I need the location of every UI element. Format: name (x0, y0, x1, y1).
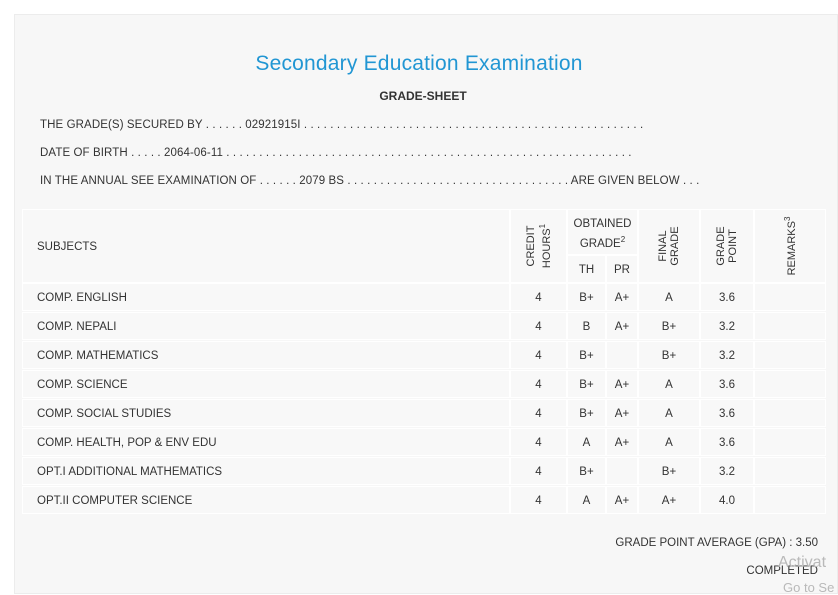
credit-cell: 4 (510, 428, 567, 456)
header-subjects (22, 209, 510, 283)
subject-cell: COMP. HEALTH, POP & ENV EDU (22, 428, 510, 456)
header-final-grade (638, 209, 700, 283)
final-grade-cell: A (638, 370, 700, 398)
obtained-line1: OBTAINED (573, 218, 632, 230)
point-line2: POINT (727, 229, 739, 263)
credit-cell: 4 (510, 486, 567, 514)
result-status: COMPLETED (746, 565, 818, 577)
table-row (22, 486, 826, 514)
pr-cell (606, 457, 638, 485)
table-row (22, 428, 826, 456)
secured-by-line: THE GRADE(S) SECURED BY . . . . . . 02921915I . . . . . . . . . . . . . . . . . . . . . . . . . . . . . . . . . . . . . . . . . . . . . . . . . . . . (40, 119, 644, 131)
remarks-cell (754, 312, 826, 340)
remarks-cell (754, 370, 826, 398)
table-row (22, 457, 826, 485)
examination-line: IN THE ANNUAL SEE EXAMINATION OF . . . . . . 2079 BS . . . . . . . . . . . . . . . . . . . . . . . . . . . . . . . . . . ARE GIVEN BELOW . . . (40, 175, 700, 187)
activation-watermark-subtext: Go to Se (783, 580, 835, 595)
subject-cell: COMP. ENGLISH (22, 283, 510, 311)
header-grade-point-label (715, 226, 739, 265)
final-grade-cell: A (638, 283, 700, 311)
final-grade-cell: A (638, 399, 700, 427)
subject-cell: COMP. NEPALI (22, 312, 510, 340)
gpa-summary: GRADE POINT AVERAGE (GPA) : 3.50 (615, 537, 818, 549)
remarks-cell (754, 428, 826, 456)
subject-cell: OPT.I ADDITIONAL MATHEMATICS (22, 457, 510, 485)
remarks-cell (754, 283, 826, 311)
th-cell: B+ (567, 399, 606, 427)
th-cell: B+ (567, 341, 606, 369)
table-row (22, 312, 826, 340)
credit-sup: 1 (537, 223, 547, 229)
credit-line1: CREDIT (524, 225, 537, 267)
remarks-cell (754, 486, 826, 514)
pr-cell: A+ (606, 428, 638, 456)
grade-point-cell: 3.6 (700, 370, 754, 398)
remarks-cell (754, 341, 826, 369)
subject-cell: OPT.II COMPUTER SCIENCE (22, 486, 510, 514)
final-line2: GRADE (669, 226, 681, 266)
pr-cell: A+ (606, 283, 638, 311)
credit-cell: 4 (510, 283, 567, 311)
date-of-birth-line: DATE OF BIRTH . . . . . 2064-06-11 . . . . . . . . . . . . . . . . . . . . . . . . . . . . . . . . . . . . . . . . . . . . . . . . . . . . . . . . . . . . . . (40, 147, 632, 159)
subject-cell: COMP. SOCIAL STUDIES (22, 399, 510, 427)
credit-cell: 4 (510, 312, 567, 340)
table-row (22, 341, 826, 369)
subject-cell: COMP. SCIENCE (22, 370, 510, 398)
remarks-text: REMARKS (785, 221, 798, 276)
grade-sheet-heading: GRADE-SHEET (379, 89, 467, 103)
activation-watermark: Activat (778, 554, 827, 571)
header-remarks (754, 209, 826, 283)
remarks-sup: 3 (783, 216, 793, 222)
subject-cell: COMP. MATHEMATICS (22, 341, 510, 369)
table-row (22, 399, 826, 427)
final-line1: FINAL (657, 230, 669, 262)
th-cell: B+ (567, 457, 606, 485)
pr-cell (606, 341, 638, 369)
th-cell: B (567, 312, 606, 340)
pr-cell: A+ (606, 312, 638, 340)
header-remarks-label (782, 217, 798, 276)
credit-cell: 4 (510, 399, 567, 427)
final-grade-cell: B+ (638, 341, 700, 369)
final-grade-cell: A (638, 428, 700, 456)
obtained-line2: GRADE (579, 237, 621, 250)
pr-cell: A+ (606, 486, 638, 514)
header-subjects-label: SUBJECTS (37, 241, 98, 253)
point-line1: GRADE (715, 226, 727, 266)
exam-title: Secondary Education Examination (255, 52, 583, 75)
th-cell: B+ (567, 283, 606, 311)
th-cell: A (567, 486, 606, 514)
grade-point-cell: 3.6 (700, 428, 754, 456)
header-credit-hours-label (525, 224, 553, 268)
header-obtained-grade (567, 209, 638, 255)
header-grade-point (700, 209, 754, 283)
obtained-sup: 2 (620, 235, 626, 244)
final-grade-cell: B+ (638, 457, 700, 485)
remarks-cell (754, 457, 826, 485)
credit-cell: 4 (510, 370, 567, 398)
credit-cell: 4 (510, 457, 567, 485)
header-final-grade-label (657, 226, 681, 265)
th-cell: A (567, 428, 606, 456)
table-row (22, 370, 826, 398)
grade-point-cell: 4.0 (700, 486, 754, 514)
grade-point-cell: 3.2 (700, 312, 754, 340)
table-row (22, 283, 826, 311)
credit-cell: 4 (510, 341, 567, 369)
final-grade-cell: B+ (638, 312, 700, 340)
grade-point-cell: 3.2 (700, 341, 754, 369)
final-grade-cell: A+ (638, 486, 700, 514)
header-th: TH (567, 255, 606, 283)
credit-line2: HOURS (540, 228, 553, 269)
header-pr: PR (606, 255, 638, 283)
grade-point-cell: 3.6 (700, 399, 754, 427)
remarks-cell (754, 399, 826, 427)
header-credit-hours (510, 209, 567, 283)
th-cell: B+ (567, 370, 606, 398)
grade-point-cell: 3.6 (700, 283, 754, 311)
pr-cell: A+ (606, 370, 638, 398)
grade-point-cell: 3.2 (700, 457, 754, 485)
pr-cell: A+ (606, 399, 638, 427)
